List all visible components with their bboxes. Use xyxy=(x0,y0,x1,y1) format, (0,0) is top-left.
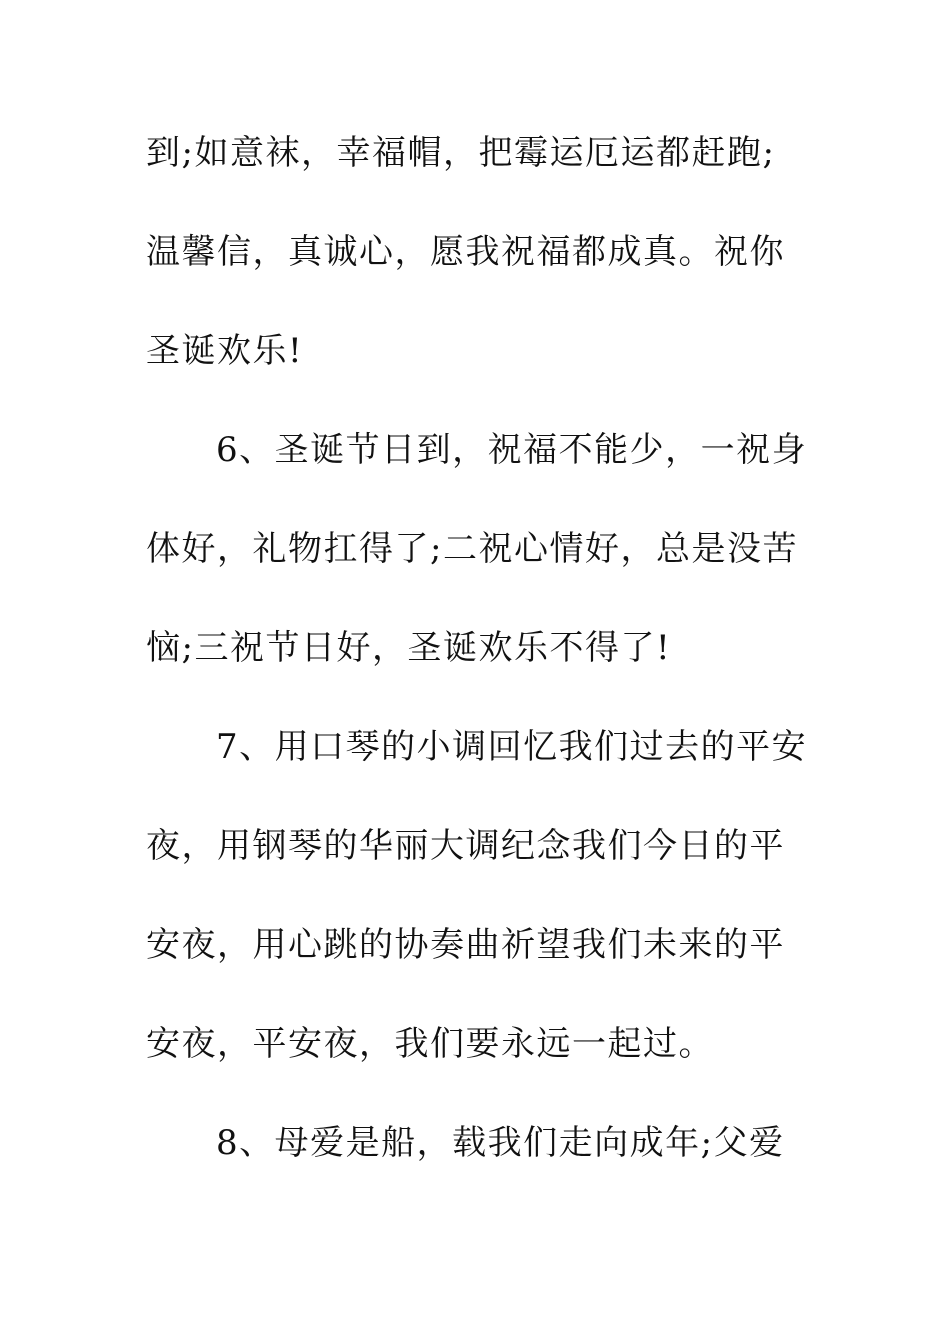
paragraph-7-line-4: 安夜，平安夜，我们要永远一起过。 xyxy=(146,1024,714,1064)
paragraph-6-line-1: 6、圣诞节日到，祝福不能少，一祝身 xyxy=(216,430,808,470)
paragraph-6-line-2: 体好，礼物扛得了;二祝心情好，总是没苦 xyxy=(146,529,798,569)
paragraph-7-line-3: 安夜，用心跳的协奏曲祈望我们未来的平 xyxy=(146,925,785,965)
paragraph-8-line-1: 8、母爱是船，载我们走向成年;父爱 xyxy=(216,1123,785,1163)
text-line-3: 圣诞欢乐! xyxy=(146,331,304,371)
paragraph-6-line-3: 恼;三祝节日好，圣诞欢乐不得了! xyxy=(146,628,672,668)
text-line-1: 到;如意袜，幸福帽，把霉运厄运都赶跑; xyxy=(146,133,776,173)
text-line-2: 温馨信，真诚心，愿我祝福都成真。祝你 xyxy=(146,232,785,272)
paragraph-7-line-1: 7、用口琴的小调回忆我们过去的平安 xyxy=(216,727,808,767)
paragraph-7-line-2: 夜，用钢琴的华丽大调纪念我们今日的平 xyxy=(146,826,785,866)
